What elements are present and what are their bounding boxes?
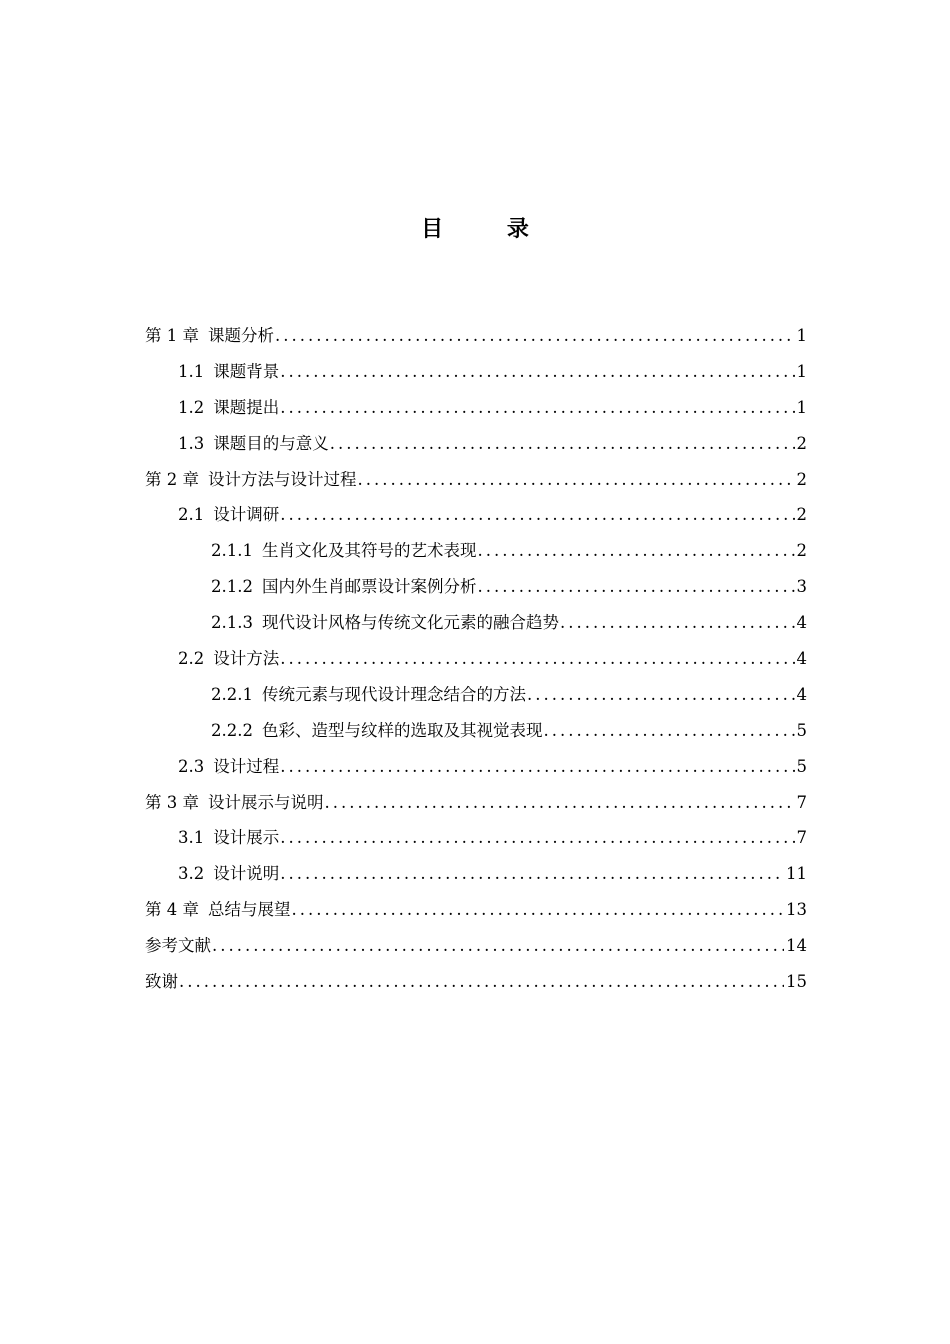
toc-entry-page: 3 (796, 577, 807, 597)
toc-entry-title: 设计说明 (213, 864, 280, 884)
toc-dot-leader (280, 641, 794, 677)
toc-entry-page: 13 (786, 900, 807, 920)
toc-dot-leader (292, 892, 785, 928)
toc-entry-number: 第 4 章 (145, 900, 199, 920)
toc-dot-leader (560, 605, 795, 641)
toc-entry-page: 14 (786, 936, 807, 956)
toc-entry-page: 7 (796, 792, 807, 812)
toc-entry-page: 15 (786, 972, 807, 992)
toc-entry[interactable] (145, 605, 807, 641)
toc-entry-number: 3.1 (178, 828, 205, 848)
toc-entry-title: 生肖文化及其符号的艺术表现 (261, 541, 477, 561)
toc-entry[interactable] (145, 713, 807, 749)
toc-entry-title: 设计展示与说明 (208, 792, 324, 812)
toc-dot-leader (275, 318, 795, 354)
toc-dot-leader (477, 533, 794, 569)
toc-entry-number: 2.1 (178, 505, 205, 525)
toc-entry-page: 1 (796, 361, 807, 381)
toc-entry-title: 设计方法与设计过程 (208, 469, 357, 489)
toc-entry[interactable] (145, 964, 807, 1000)
toc-entry-title: 设计展示 (213, 828, 280, 848)
toc-entry-title: 设计过程 (213, 756, 280, 776)
toc-entry-number: 1.2 (178, 397, 205, 417)
toc-entry-page: 5 (796, 720, 807, 740)
toc-entry[interactable] (145, 820, 807, 856)
toc-entry[interactable] (145, 354, 807, 390)
toc-entry[interactable] (145, 677, 807, 713)
toc-entry-page: 2 (796, 433, 807, 453)
toc-dot-leader (280, 497, 794, 533)
toc-entry-title: 课题分析 (208, 326, 274, 345)
toc-entry-title: 课题背景 (213, 361, 280, 381)
toc-entry[interactable] (145, 856, 807, 892)
toc-entry-page: 4 (796, 613, 807, 633)
toc-entry-page: 4 (796, 684, 807, 704)
toc-entry-number: 2.2 (178, 649, 205, 669)
toc-dot-leader (280, 354, 794, 390)
toc-dot-leader (280, 820, 794, 856)
toc-entry[interactable] (145, 641, 807, 677)
toc-entry[interactable] (145, 318, 807, 354)
toc-entry[interactable] (145, 749, 807, 785)
toc-entry-page: 11 (786, 864, 807, 884)
toc-entry-title: 现代设计风格与传统文化元素的融合趋势 (261, 613, 559, 633)
toc-entry-number: 第 2 章 (145, 469, 199, 489)
toc-entry-title: 课题提出 (213, 397, 280, 417)
toc-dot-leader (330, 426, 795, 462)
toc-entry-title: 传统元素与现代设计理念结合的方法 (261, 684, 526, 704)
toc-dot-leader (477, 569, 794, 605)
toc-dot-leader (543, 713, 794, 749)
toc-entry-number: 1.3 (178, 433, 205, 453)
toc-entry-number: 2.1.2 (211, 577, 253, 597)
toc-dot-leader (280, 856, 784, 892)
toc-entry-number: 3.2 (178, 864, 205, 884)
toc-entry[interactable] (145, 497, 807, 533)
toc-dot-leader (280, 390, 794, 426)
toc-entry-number: 第 1 章 (145, 326, 199, 345)
toc-entry-title: 参考文献 (145, 936, 211, 956)
toc-entry[interactable] (145, 390, 807, 426)
table-of-contents (145, 318, 807, 1000)
toc-entry-page: 7 (796, 828, 807, 848)
toc-entry[interactable] (145, 785, 807, 821)
toc-dot-leader (179, 964, 784, 1000)
toc-entry-page: 1 (796, 326, 807, 345)
toc-entry-title: 国内外生肖邮票设计案例分析 (261, 577, 477, 597)
toc-entry[interactable] (145, 533, 807, 569)
toc-entry-title: 课题目的与意义 (213, 433, 329, 453)
toc-entry-title: 设计调研 (213, 505, 280, 525)
toc-entry-title: 总结与展望 (208, 900, 291, 920)
toc-entry-page: 2 (796, 541, 807, 561)
toc-entry-title: 致谢 (145, 972, 178, 992)
toc-dot-leader (527, 677, 795, 713)
toc-entry-page: 1 (796, 397, 807, 417)
toc-entry[interactable] (145, 462, 807, 498)
toc-entry-number: 第 3 章 (145, 792, 199, 812)
toc-entry[interactable] (145, 892, 807, 928)
toc-dot-leader (358, 462, 795, 498)
toc-entry[interactable] (145, 928, 807, 964)
toc-entry-number: 2.2.1 (211, 684, 253, 704)
toc-entry[interactable] (145, 426, 807, 462)
toc-entry-title: 设计方法 (213, 649, 280, 669)
toc-entry-page: 2 (796, 469, 807, 489)
toc-entry-page: 2 (796, 505, 807, 525)
toc-entry-number: 2.3 (178, 756, 205, 776)
toc-dot-leader (212, 928, 784, 964)
toc-entry-number: 2.1.3 (211, 613, 253, 633)
toc-dot-leader (280, 749, 794, 785)
toc-entry-page: 5 (796, 756, 807, 776)
toc-entry-number: 2.2.2 (211, 720, 253, 740)
toc-entry-number: 2.1.1 (211, 541, 253, 561)
toc-entry-number: 1.1 (178, 361, 205, 381)
toc-entry-page: 4 (796, 649, 807, 669)
toc-entry[interactable] (145, 569, 807, 605)
toc-entry-title: 色彩、造型与纹样的选取及其视觉表现 (261, 720, 543, 740)
page-title: 目 录 (421, 217, 557, 242)
toc-dot-leader (325, 785, 795, 821)
